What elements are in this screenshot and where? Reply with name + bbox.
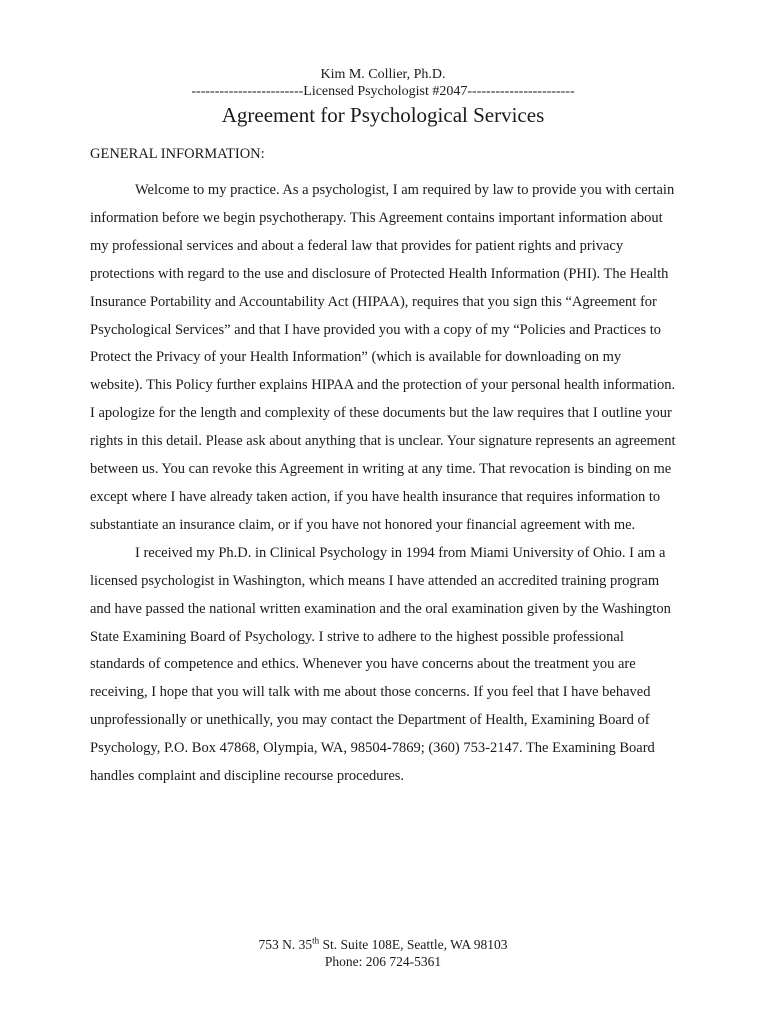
- license-line: ------------------------Licensed Psychologist #2047-----------------------: [191, 84, 575, 99]
- document-title: Agreement for Psychological Services: [221, 103, 545, 127]
- footer: [0, 936, 766, 970]
- address-city: St. Suite 108E, Seattle, WA 98103: [319, 937, 508, 952]
- paragraph-credentials: I received my Ph.D. in Clinical Psychology in 1994 from Miami University of Ohio. I am a licensed psychologist in Washington, which means I have attended an accredited training program and have passed the national written examination and the oral examination given by the Washington State Examining Board of Psychology. I strive to adhere to the highest possible professional standards of competence and ethics. Whenever you have concerns about the treatment you are receiving, I hope that you will talk with me about those concerns. If you feel that I have behaved unprofessionally or unethically, you may contact the Department of Health, Examining Board of Psychology, P.O. Box 47868, Olympia, WA, 98504-7869; (360) 753-2147. The Examining Board handles complaint and discipline recourse procedures.: [90, 544, 671, 785]
- footer-phone: Phone: 206 724-5361: [324, 954, 442, 969]
- letterhead: [0, 66, 766, 128]
- section-heading: GENERAL INFORMATION:: [90, 146, 265, 162]
- address-street: 753 N. 35: [258, 937, 313, 952]
- psychologist-name: Kim M. Collier, Ph.D.: [320, 67, 446, 82]
- footer-address: [0, 936, 766, 953]
- body-text: [90, 177, 676, 791]
- address-ordinal: th: [312, 935, 320, 946]
- paragraph-welcome: Welcome to my practice. As a psychologist, I am required by law to provide you with certain information before we begin psychotherapy. This Agreement contains important information about my professional services and about a federal law that provides for patient rights and privacy protections with regard to the use and disclosure of Protected Health Information (PHI). The Health Insurance Portability and Accountability Act (HIPAA), requires that you sign this “Agreement for Psychological Services” and that I have provided you with a copy of my “Policies and Practices to Protect the Privacy of your Health Information” (which is available for downloading on my website). This Policy further explains HIPAA and the protection of your personal health information. I apologize for the length and complexity of these documents but the law requires that I outline your rights in this detail. Please ask about anything that is unclear. Your signature represents an agreement between us. You can revoke this Agreement in writing at any time. That revocation is binding on me except where I have already taken action, if you have health insurance that requires information to substantiate an insurance claim, or if you have not honored your financial agreement with me.: [90, 182, 676, 533]
